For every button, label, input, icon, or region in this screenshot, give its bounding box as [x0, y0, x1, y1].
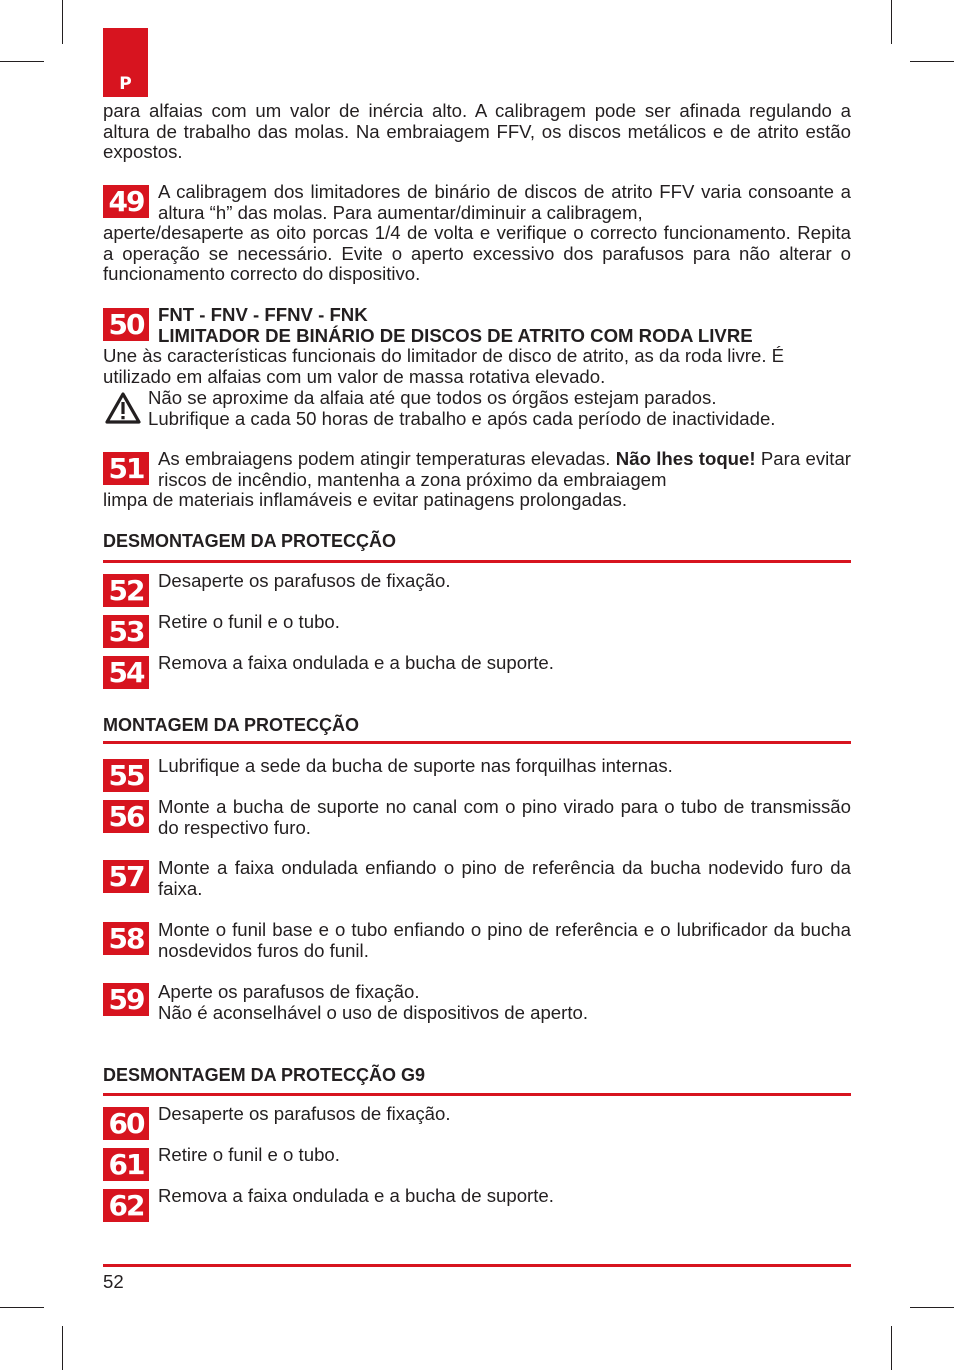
step-51-warning-bold: Não lhes toque!	[615, 448, 756, 469]
step-53-text: Retire o funil e o tubo.	[158, 611, 340, 632]
crop-mark	[910, 1307, 954, 1308]
step-number-53: 53	[103, 615, 149, 648]
step-number-59: 59	[103, 983, 149, 1016]
step-58-text: Monte o funil base e o tubo enfiando o pino de referência e o lubrificador da bucha nosdevidos furos do funil.	[158, 919, 851, 961]
section-divider	[103, 741, 851, 744]
step-number-58: 58	[103, 922, 149, 955]
step-51-text-b: Para evitar riscos de incêndio, mantenha a zona próximo da embraiagem	[158, 448, 851, 490]
warning-triangle-icon	[104, 391, 142, 425]
step-number-50: 50	[103, 308, 149, 341]
step-59-text	[158, 982, 851, 1023]
step-59-line-2: Não é aconselhável o uso de dispositivos de aperto.	[158, 1001, 588, 1023]
step-number-56: 56	[103, 800, 149, 833]
crop-mark	[910, 61, 954, 62]
step-56-text: Monte a bucha de suporte no canal com o pino virado para o tubo de transmissão do respectivo furo.	[158, 796, 851, 838]
section-heading-montagem: MONTAGEM DA PROTECÇÃO	[103, 715, 359, 735]
section-heading-desmontagem: DESMONTAGEM DA PROTECÇÃO	[103, 531, 397, 551]
step-number-55: 55	[103, 759, 149, 792]
step-51-rest-text: limpa de materiais inflamáveis e evitar patinagens prolongadas.	[103, 489, 628, 510]
step-50-title-2: LIMITADOR DE BINÁRIO DE DISCOS DE ATRITO COM RODA LIVRE	[158, 325, 753, 346]
crop-mark	[62, 0, 63, 44]
crop-mark	[62, 1326, 63, 1370]
step-49-rest-text: aperte/desaperte as oito porcas 1/4 de volta e verifique o correcto funcionamento. Repita a operação se necessário. Evite o aperto excessivo dos parafusos para não alterar o funcionamento correcto do dispositivo.	[103, 222, 851, 284]
language-tab	[103, 28, 148, 97]
step-55-text: Lubrifique a sede da bucha de suporte nas forquilhas internas.	[158, 755, 673, 776]
step-57-text: Monte a faixa ondulada enfiando o pino de referência da bucha nodevido furo da faixa.	[158, 857, 851, 899]
step-number-61: 61	[103, 1148, 149, 1181]
step-60-text: Desaperte os parafusos de fixação.	[158, 1103, 451, 1124]
step-52-text: Desaperte os parafusos de fixação.	[158, 570, 451, 591]
step-number-54: 54	[103, 656, 149, 689]
step-number-62: 62	[103, 1189, 149, 1222]
step-51-text-a: As embraiagens podem atingir temperaturas elevadas.	[158, 448, 611, 469]
section-divider	[103, 1093, 851, 1096]
step-61-text: Retire o funil e o tubo.	[158, 1144, 340, 1165]
step-number-57: 57	[103, 860, 149, 893]
warning-line-1: Não se aproxime da alfaia até que todos os órgãos estejam parados.	[148, 387, 717, 408]
step-62-text: Remova a faixa ondulada e a bucha de suporte.	[158, 1185, 554, 1206]
footer-divider	[103, 1264, 851, 1267]
crop-mark	[0, 61, 44, 62]
step-49-first-text: A calibragem dos limitadores de binário de discos de atrito FFV varia consoante a altura “h” das molas. Para aumentar/diminuir a calibragem,	[158, 181, 851, 223]
section-divider	[103, 560, 851, 563]
step-59-line-1: Aperte os parafusos de fixação.	[158, 981, 420, 1002]
step-number-51: 51	[103, 452, 149, 485]
warning-line-2: Lubrifique a cada 50 horas de trabalho e após cada período de inactividade.	[148, 407, 776, 429]
language-tab-letter: P	[119, 74, 132, 94]
step-51-first-text	[158, 449, 851, 490]
step-54-text: Remova a faixa ondulada e a bucha de suporte.	[158, 652, 554, 673]
step-number-49: 49	[103, 185, 149, 218]
step-50-title-1: FNT - FNV - FFNV - FNK	[158, 304, 368, 325]
crop-mark	[0, 1307, 44, 1308]
step-50-body: Une às características funcionais do limitador de disco de atrito, as da roda livre. É utilizado em alfaias com um valor de massa rotativa elevado.	[103, 345, 785, 387]
warning-text	[148, 388, 851, 429]
page-number: 52	[103, 1271, 124, 1292]
crop-mark	[891, 0, 892, 44]
intro-paragraph: para alfaias com um valor de inércia alto. A calibragem pode ser afinada regulando a altura de trabalho das molas. Na embraiagem FFV, os discos metálicos e de atrito estão expostos.	[103, 100, 851, 162]
crop-mark	[891, 1326, 892, 1370]
step-number-52: 52	[103, 574, 149, 607]
step-number-60: 60	[103, 1107, 149, 1140]
section-heading-desmontagem-g9: DESMONTAGEM DA PROTECÇÃO G9	[103, 1065, 426, 1085]
